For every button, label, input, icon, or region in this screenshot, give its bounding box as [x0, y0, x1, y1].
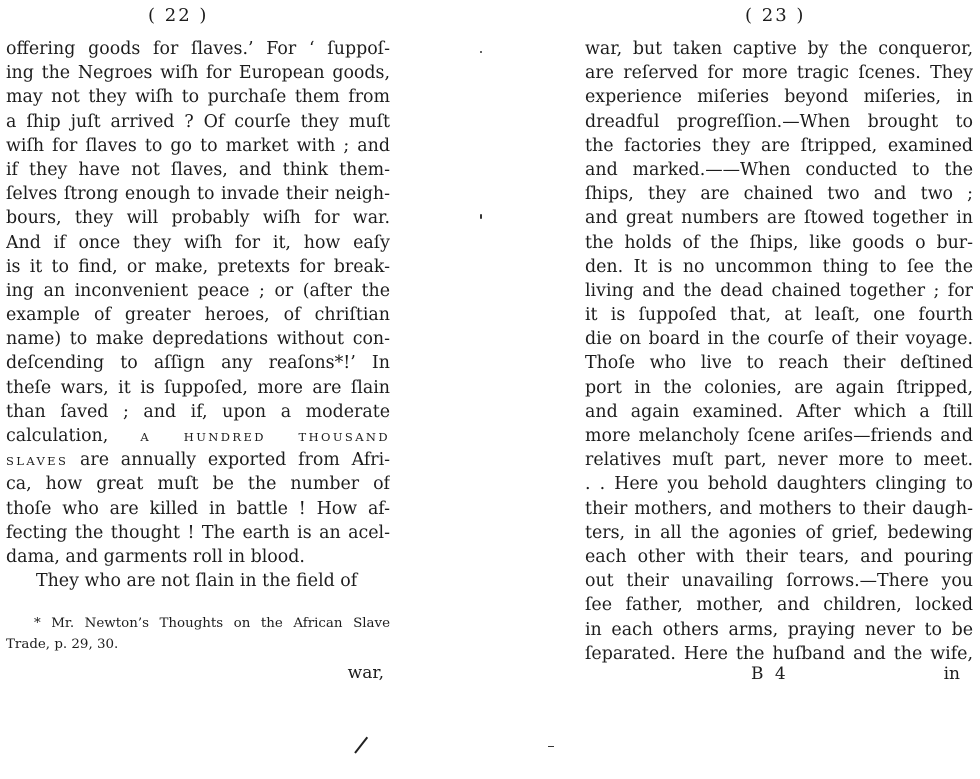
left-page-text — [6, 37, 390, 593]
paragraph-start: They who are not ſlain in the field of — [36, 571, 358, 592]
signature-mark: B 4 — [751, 664, 789, 684]
text-line: ca, how great muſt be the number of — [6, 474, 390, 495]
footnote-line: Trade, p. 29, 30. — [6, 637, 119, 652]
footnote-line: * Mr. Newton’s Thoughts on the African Slave — [34, 616, 390, 631]
text-line — [6, 448, 390, 472]
page-footer — [585, 664, 973, 688]
text-line: relatives muſt part, never more to meet. — [585, 450, 973, 471]
text-line: their mothers, and mothers to their daugh- — [585, 498, 973, 519]
text-line: thoſe who are killed in battle ! How af- — [6, 498, 390, 519]
text-line: and again examined. After which a ſtill — [585, 401, 973, 422]
text-line: out their unavailing ſorrows.—There you — [585, 571, 973, 592]
text-line: a ſhip juſt arrived ? Of courſe they muſt — [6, 111, 390, 132]
small-caps-text: SLAVES — [6, 454, 69, 469]
text-line: the holds of the ſhips, like goods o bur- — [585, 232, 973, 253]
ink-speck — [548, 746, 554, 747]
text-segment: calculation, — [6, 426, 109, 446]
small-caps-text: A HUNDRED THOUSAND — [140, 430, 390, 444]
text-line: it is ſuppoſed that, at leaſt, one fourth — [585, 305, 973, 326]
text-line: ters, in all the agonies of grief, bedewing — [585, 522, 973, 543]
ink-speck — [480, 51, 482, 53]
right-page-text — [585, 37, 973, 666]
text-line: dama, and garments roll in blood. — [6, 546, 305, 567]
text-line — [6, 424, 390, 448]
text-line: ſeparated. Here the huſband and the wife, — [585, 643, 973, 664]
text-line: if they have not ſlaves, and think them- — [6, 159, 390, 180]
text-line: bours, they will probably wiſh for war. — [6, 208, 390, 229]
text-line: offering goods for ſlaves.’ For ‘ ſuppoſ- — [6, 39, 390, 59]
text-line: are reſerved for more tragic ſcenes. They — [585, 63, 973, 84]
text-line: ſhips, they are chained two and two ; — [585, 184, 973, 205]
text-line: war, but taken captive by the conqueror, — [585, 39, 973, 59]
text-segment: are annually exported from Afri- — [80, 450, 390, 471]
page-number: ( 22 ) — [148, 5, 209, 26]
text-line: . . Here you behold daughters clinging to — [585, 474, 973, 495]
text-line: is it to find, or make, pretexts for break- — [6, 256, 390, 277]
page-number: ( 23 ) — [745, 5, 806, 26]
text-line: ſee father, mother, and children, locked — [585, 595, 973, 616]
catchword: in — [943, 664, 960, 684]
text-line: experience miſeries beyond miſeries, in — [585, 87, 973, 108]
text-line: deſcending to aſſign any reaſons*!’ In — [6, 353, 390, 374]
text-line: example of greater heroes, of chriſtian — [6, 305, 390, 326]
text-line: theſe wars, it is ſuppoſed, more are ſlain — [6, 377, 390, 398]
text-line: in each others arms, praying never to be — [585, 619, 973, 640]
text-line: may not they wiſh to purchaſe them from — [6, 87, 390, 108]
text-line: den. It is no uncommon thing to ſee the — [585, 256, 973, 277]
scratch-mark — [354, 737, 368, 754]
text-line: ing an inconvenient peace ; or (after the — [6, 280, 390, 301]
footnote — [6, 613, 390, 655]
text-line: more melancholy ſcene ariſes—friends and — [585, 426, 973, 446]
text-line: the factories they are ſtripped, examined — [585, 135, 973, 156]
text-line: ing the Negroes wiſh for European goods, — [6, 63, 390, 84]
ink-speck — [480, 214, 482, 219]
text-line: And if once they wiſh for it, how eaſy — [6, 232, 390, 253]
text-line: name) to make depredations without con- — [6, 329, 390, 350]
text-line: ſelves ſtrong enough to invade their neigh- — [6, 184, 390, 205]
text-line: fecting the thought ! The earth is an acel- — [6, 522, 390, 543]
text-line: and marked.——When conducted to the — [585, 159, 973, 180]
catchword: war, — [347, 663, 384, 683]
text-line: wiſh for ſlaves to go to market with ; and — [6, 135, 390, 156]
text-line: living and the dead chained together ; for — [585, 280, 973, 301]
text-line: than ſaved ; and if, upon a moderate — [6, 401, 390, 422]
text-line: port in the colonies, are again ſtripped, — [585, 377, 973, 398]
text-line: dreadful progreſſion.—When brought to — [585, 111, 973, 132]
text-line: die on board in the courſe of their voyage. — [585, 329, 973, 350]
text-line: each other with their tears, and pouring — [585, 546, 973, 567]
text-line: Thoſe who live to reach their deſtined — [585, 353, 973, 374]
text-line: and great numbers are ſtowed together in — [585, 208, 973, 229]
